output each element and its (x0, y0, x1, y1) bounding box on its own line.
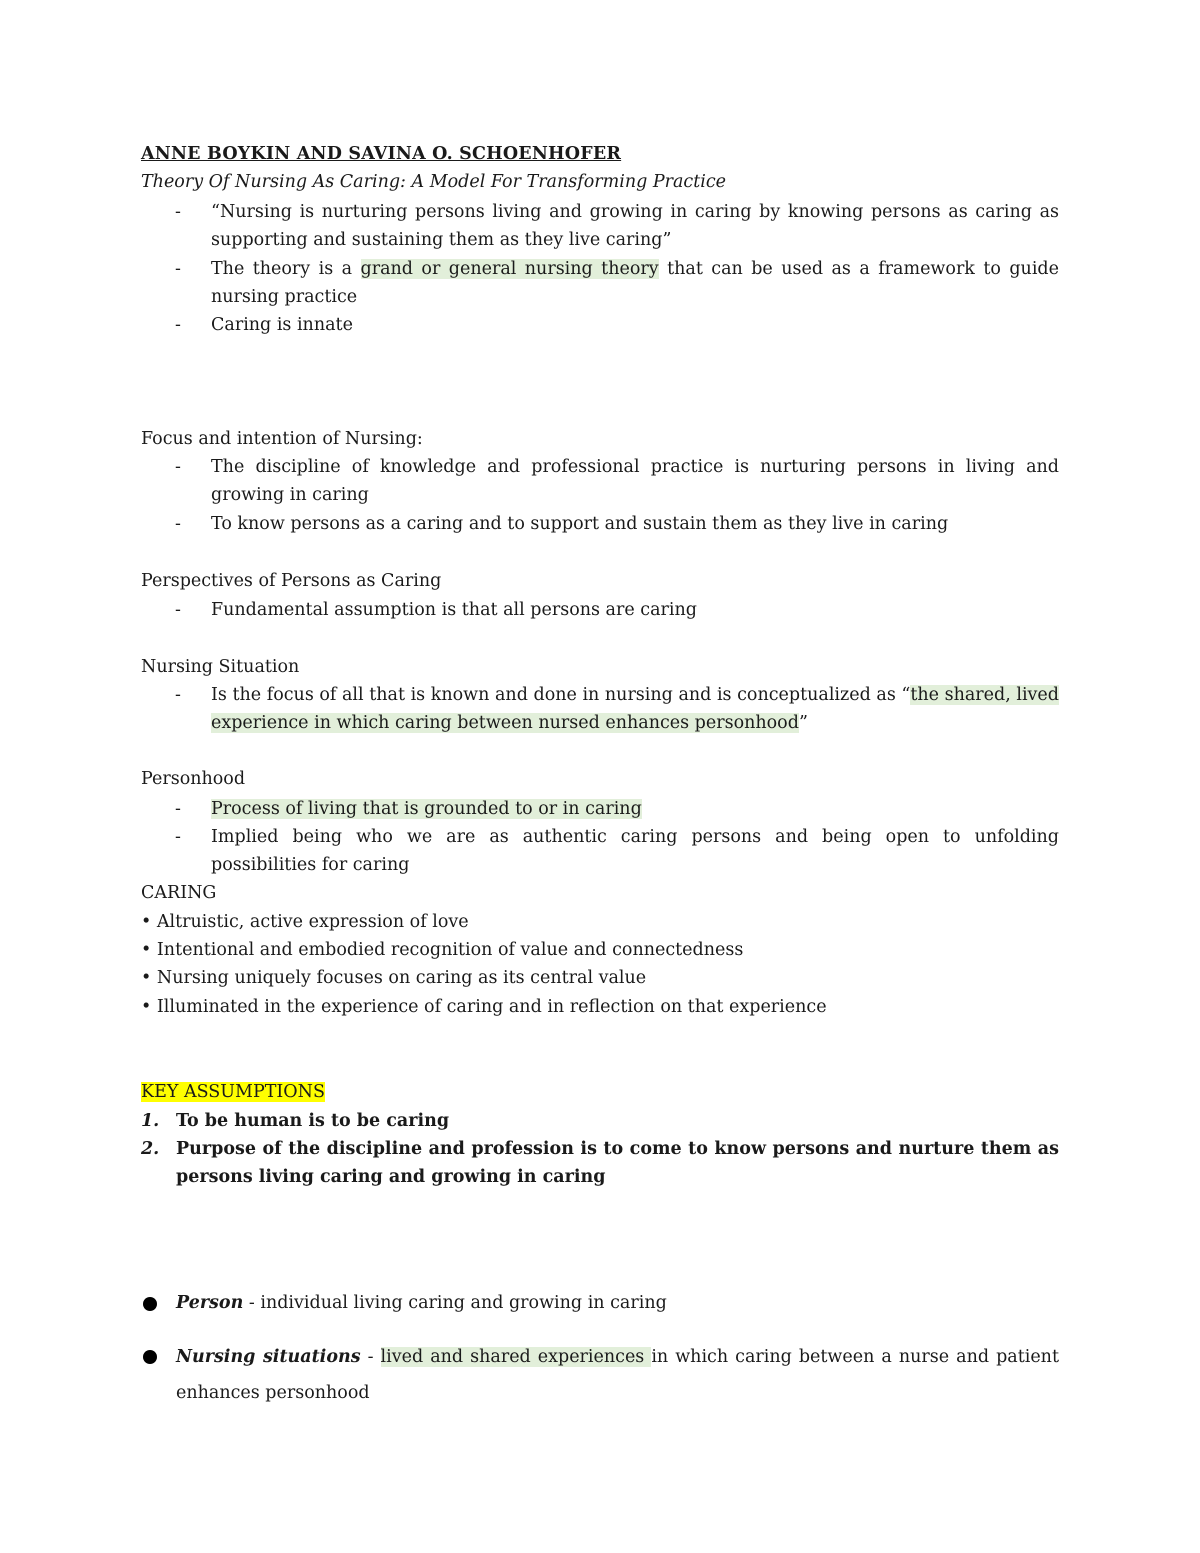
list-item: - Caring is innate (175, 315, 353, 335)
document-title: ANNE BOYKIN AND SAVINA O. SCHOENHOFER (141, 144, 622, 164)
bullet-item: • Altruistic, active expression of love (141, 912, 469, 932)
list-item: - Fundamental assumption is that all persons are caring (175, 600, 697, 620)
list-item: - The theory is a grand or general nursing theory that can be used as a framework to guide nursing practice (175, 259, 1059, 308)
section-heading: Nursing Situation (141, 657, 300, 677)
concept-item: Person - individual living caring and growing in caring (141, 1289, 1059, 1317)
highlight: Process of living that is grounded to or in caring (211, 799, 642, 819)
list-item: - Process of living that is grounded to or in caring (175, 799, 642, 819)
bullet-item: • Intentional and embodied recognition of value and connectedness (141, 940, 744, 960)
section-heading: KEY ASSUMPTIONS (141, 1082, 325, 1102)
bullet-item: • Illuminated in the experience of caring and in reflection on that experience (141, 997, 827, 1017)
numbered-item: 2. Purpose of the discipline and profession is to come to know persons and nurture them as persons living caring and growing in caring (141, 1139, 1059, 1188)
highlight: grand or general nursing theory (360, 259, 659, 279)
list-item: - “Nursing is nurturing persons living and growing in caring by knowing persons as caring as supporting and sustaining them as they live caring” (175, 202, 1059, 251)
bullet-item: • Nursing uniquely focuses on caring as its central value (141, 968, 647, 988)
list-item: - Is the focus of all that is known and done in nursing and is conceptualized as “the shared, lived experience in which caring between nursed enhances personhood” (175, 685, 1059, 734)
document-subtitle: Theory Of Nursing As Caring: A Model For Transforming Practice (141, 172, 727, 192)
section-heading: CARING (141, 883, 217, 903)
bullet-dot-icon (143, 1350, 157, 1364)
section-heading: Perspectives of Persons as Caring (141, 571, 442, 591)
concept-item: Nursing situations - lived and shared experiences in which caring between a nurse and patient enhances personhood (141, 1339, 1059, 1411)
highlight: lived and shared experiences (380, 1347, 652, 1367)
section-heading: Focus and intention of Nursing: (141, 429, 423, 449)
list-item: - The discipline of knowledge and professional practice is nurturing persons in living and growing in caring (175, 457, 1059, 506)
list-item: - To know persons as a caring and to support and sustain them as they live in caring (175, 514, 949, 534)
numbered-item: 1. To be human is to be caring (141, 1111, 450, 1131)
bullet-dot-icon (143, 1297, 157, 1311)
highlight: the shared, lived experience in which caring between nursed enhances personhood (211, 685, 1059, 734)
section-heading: Personhood (141, 769, 246, 789)
list-item: - Implied being who we are as authentic caring persons and being open to unfolding possibilities for caring (175, 827, 1059, 876)
